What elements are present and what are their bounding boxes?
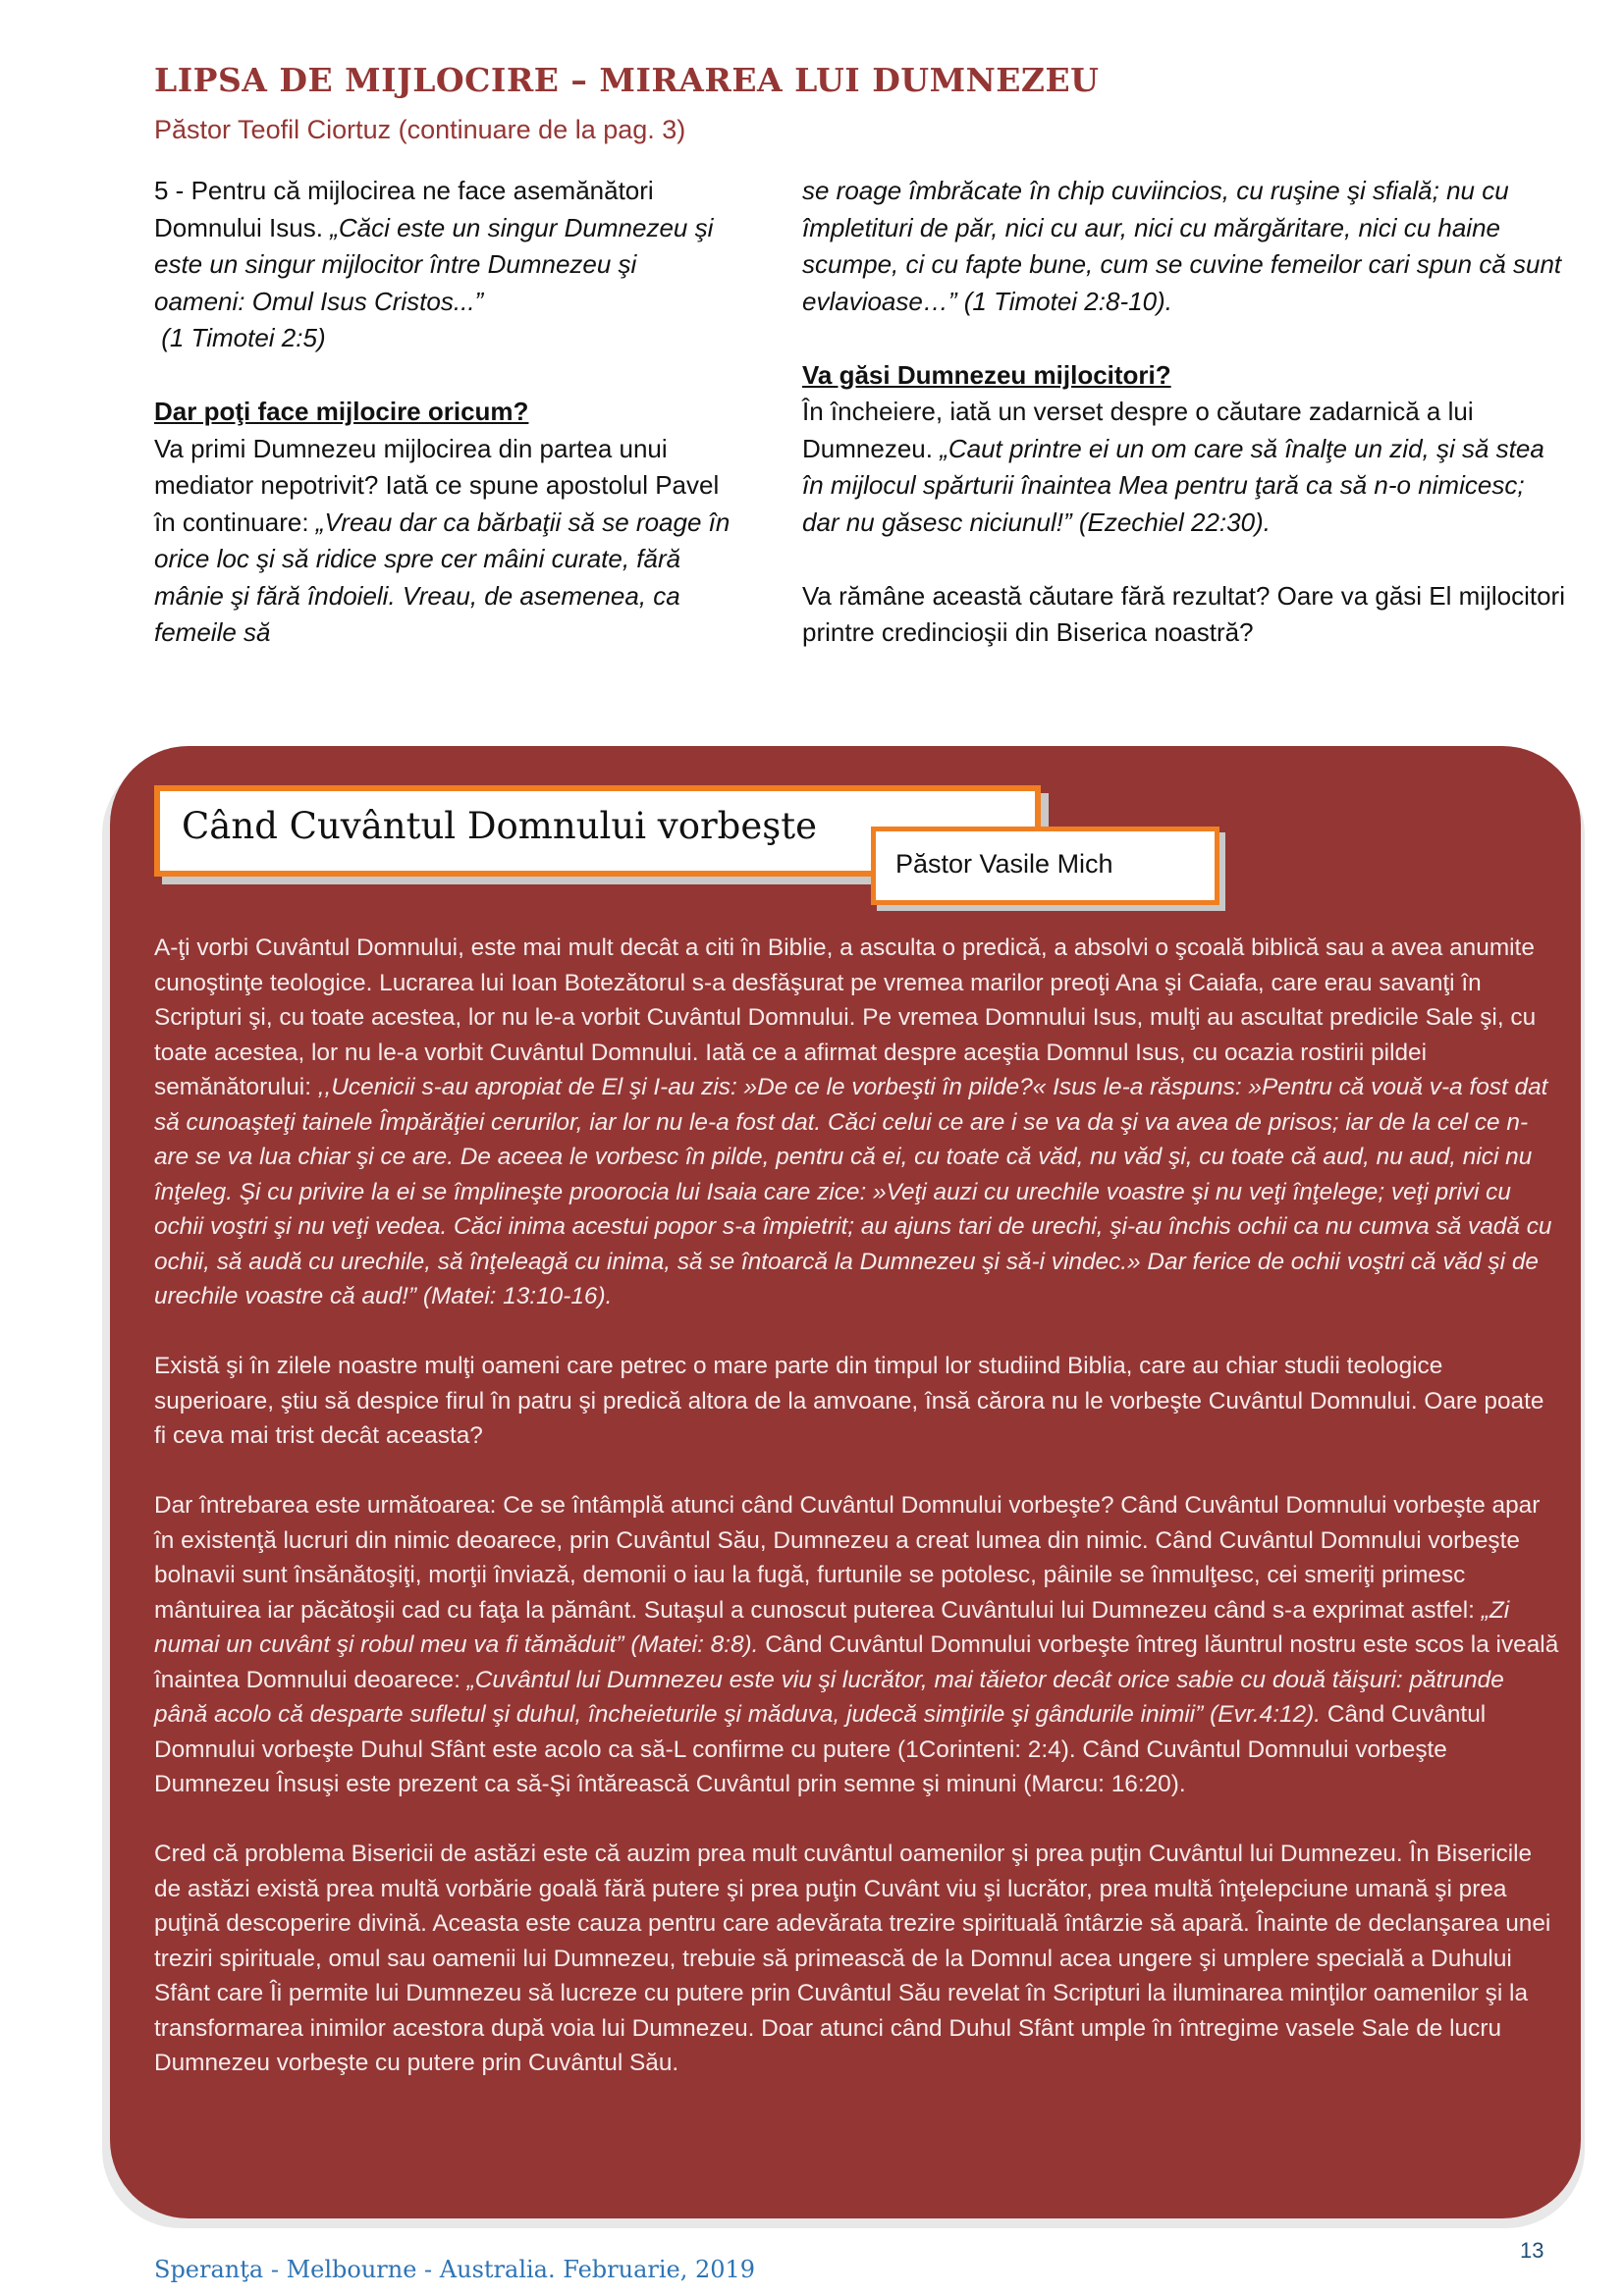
paragraph: Va rămâne această căutare fără rezultat? Oare va găsi El mijlocitori printre credincioşii din Biserica noastră?	[802, 580, 1565, 647]
paragraph-text: Când Cuvântul Domnului vorbeşte Duhul Sfânt este acolo ca să-L confirme cu putere (1Corinteni: 2:4). Când Cuvântul Domnului vorbeşte Dumnezeu Însuşi este prezent ca să-Şi întărească Cuvântul prin semne şi minuni (Marcu: 16:20).	[154, 1701, 1487, 1797]
quote-text: „Zi numai un cuvânt şi robul meu va fi tămăduit” (Matei: 8:8).	[154, 1596, 1510, 1658]
quote-text: „Vreau dar ca bărbaţii să se roage în orice loc şi să ridice spre cer mâini curate, fără mânie şi fără îndoieli. Vreau, de asemenea, ca femeile să	[154, 507, 731, 647]
quote-text: ,,Ucenicii s-au apropiat de El şi I-au zis: »De ce le vorbeşti în pilde?« Isus le-a răspuns: »Pentru că vouă v-a fost dat să cunoaşteţi tainele Împărăţiei cerurilor, iar lor nu le-a fost dat. Căci celui ce are i se va da şi va avea de prisos; iar de la cel ce n-are se va lua chiar şi ce are. De aceea le vorbesc în pilde, pentru că ei, cu toate că văd, nu văd şi, cu toate că aud, nu aud, nici nu înţeleg. Şi cu privire la ei se împlineşte proorocia lui Isaia care zice: »Veţi auzi cu urechile voastre şi nu veţi înţelege; veţi privi cu ochii voştri şi nu veţi vedea. Căci inima acestui popor s-a împietrit; au ajuns tari de urechi, şi-au închis ochii ca nu cumva să vadă cu ochii, să audă cu urechile, să înţeleagă cu inima, să se întoarcă la Dumnezeu şi să-i vindec.» Dar ferice de ochii voştri că văd şi de urechile voastre că aud!” (Matei: 13:10-16).	[154, 1074, 1552, 1309]
author-box	[871, 827, 1219, 905]
paragraph-text: 5 - Pentru că mijlocirea ne face asemănători Domnului Isus.	[154, 176, 654, 242]
right-column	[802, 173, 1568, 652]
paragraph: Cred că problema Bisericii de astăzi este că auzim prea mult cuvântul oamenilor şi prea puţin Cuvântul lui Dumnezeu. În Bisericile de astăzi există prea multă vorbărie goală fără putere şi prea puţin Cuvânt viu şi lucrător, prea multă înţelepciune umană şi prea puţină descoperire divină. Aceasta este cauza pentru care adevărata trezire spirituală întârzie să apară. Înainte de declanşarea unei treziri spirituale, omul sau oamenii lui Dumnezeu, trebuie să primească de la Domnul acea ungere şi umplere specială a Duhului Sfânt care Îi permite lui Dumnezeu să lucreze cu putere prin Cuvântul Său revelat în Scripturi la iluminarea minţilor oamenilor şi la transformarea inimilor acestora după voia lui Dumnezeu. Doar atunci când Duhul Sfânt umple în întregime vasele Sale de lucru Dumnezeu vorbeşte cu putere prin Cuvântul Său.	[154, 1841, 1551, 2076]
article-title: Când Cuvântul Domnului vorbeşte	[182, 805, 818, 847]
paragraph	[154, 1488, 1560, 1802]
paragraph-text: În încheiere, iată un verset despre o căutare zadarnică a lui Dumnezeu.	[802, 397, 1474, 463]
article-byline: Păstor Teofil Ciortuz (continuare de la pag. 3)	[154, 115, 686, 144]
paragraph	[802, 394, 1568, 541]
paragraph	[154, 431, 733, 652]
author-name: Păstor Vasile Mich	[895, 849, 1113, 879]
quote-text: se roage îmbrăcate în chip cuviincios, cu ruşine şi sfială; nu cu împletituri de păr, nici cu aur, nici cu mărgăritare, nici cu haine scumpe, ci cu fapte bune, cum se cuvine femeilor cari spun că sunt evlavioase…” (1 Timotei 2:8-10).	[802, 176, 1562, 316]
quote-reference: (1 Timotei 2:5)	[161, 323, 326, 352]
section-heading: Dar poţi face mijlocire oricum?	[154, 397, 529, 426]
paragraph	[154, 173, 733, 357]
article-title: LIPSA DE MIJLOCIRE – MIRAREA LUI DUMNEZEU	[154, 61, 1100, 99]
left-column	[154, 173, 733, 652]
page-number: 13	[1520, 2238, 1544, 2263]
section-heading: Va găsi Dumnezeu mijlocitori?	[802, 359, 1171, 390]
paragraph	[154, 931, 1560, 1314]
quote-text: „Caut printre ei un om care să înalţe un zid, şi să stea în mijlocul spărturii înaintea Mea pentru ţară ca să n-o nimicesc; dar nu găsesc niciunul!” (Ezechiel 22:30).	[802, 433, 1544, 537]
footer-text: Speranţa - Melbourne - Australia. Februarie, 2019	[154, 2256, 756, 2283]
quote-text: „Cuvântul lui Dumnezeu este viu şi lucrător, mai tăietor decât orice sabie cu două tăişuri: pătrunde până acolo că desparte sufletul şi duhul, încheieturile şi măduva, judecă simţirile şi gândurile inimii” (Evr.4:12).	[154, 1666, 1504, 1728]
paragraph-text: Când Cuvântul Domnului vorbeşte întreg lăuntrul nostru este scos la iveală înaintea Domnului deoarece:	[154, 1631, 1559, 1693]
paragraph-text: Va primi Dumnezeu mijlocirea din partea unui mediator nepotrivit? Iată ce spune apostolul Pavel în continuare:	[154, 433, 720, 537]
paragraph-text: A-ţi vorbi Cuvântul Domnului, este mai mult decât a citi în Biblie, a asculta o predică, a absolvi o şcoală biblică sau a avea anumite cunoştinţe teologice. Lucrarea lui Ioan Botezătorul s-a desfăşurat pe vremea marilor preoţi Ana şi Caiafa, care erau savanţi în Scripturi şi, cu toate acestea, lor nu le-a vorbit Cuvântul Domnului. Pe vremea Domnului Isus, mulţi au ascultat predicile Sale şi, cu toate acestea, lor nu le-a vorbit Cuvântul Domnului. Iată ce a afirmat despre aceştia Domnul Isus, cu ocazia rostirii pildei semănătorului:	[154, 934, 1537, 1100]
article-body	[154, 931, 1560, 2081]
quote-text: „Căci este un singur Dumnezeu şi este un singur mijlocitor între Dumnezeu şi oameni: Omul Isus Cristos...”	[154, 212, 714, 316]
paragraph: Există şi în zilele noastre mulţi oameni care petrec o mare parte din timpul lor studiind Biblia, care au chiar studii teologice superioare, ştiu să despice firul în patru şi predică altora de la amvoane, însă cărora nu le vorbeşte Cuvântul Domnului. Oare poate fi ceva mai trist decât aceasta?	[154, 1353, 1544, 1449]
paragraph-text: Dar întrebarea este următoarea: Ce se întâmplă atunci când Cuvântul Domnului vorbeşte? Când Cuvântul Domnului vorbeşte apar în existenţă lucruri din nimic deoarece, prin Cuvântul Său, Dumnezeu a creat lumea din nimic. Când Cuvântul Domnului vorbeşte bolnavii sunt însănătoşiţi, morţii înviază, demonii o iau la fugă, furtunile se potolesc, pâinile se înmulţesc, cei smeriţi primesc mântuirea iar păcătoşii cad cu faţa la pământ. Sutaşul a cunoscut puterea Cuvântului lui Dumnezeu când s-a exprimat astfel:	[154, 1492, 1541, 1624]
